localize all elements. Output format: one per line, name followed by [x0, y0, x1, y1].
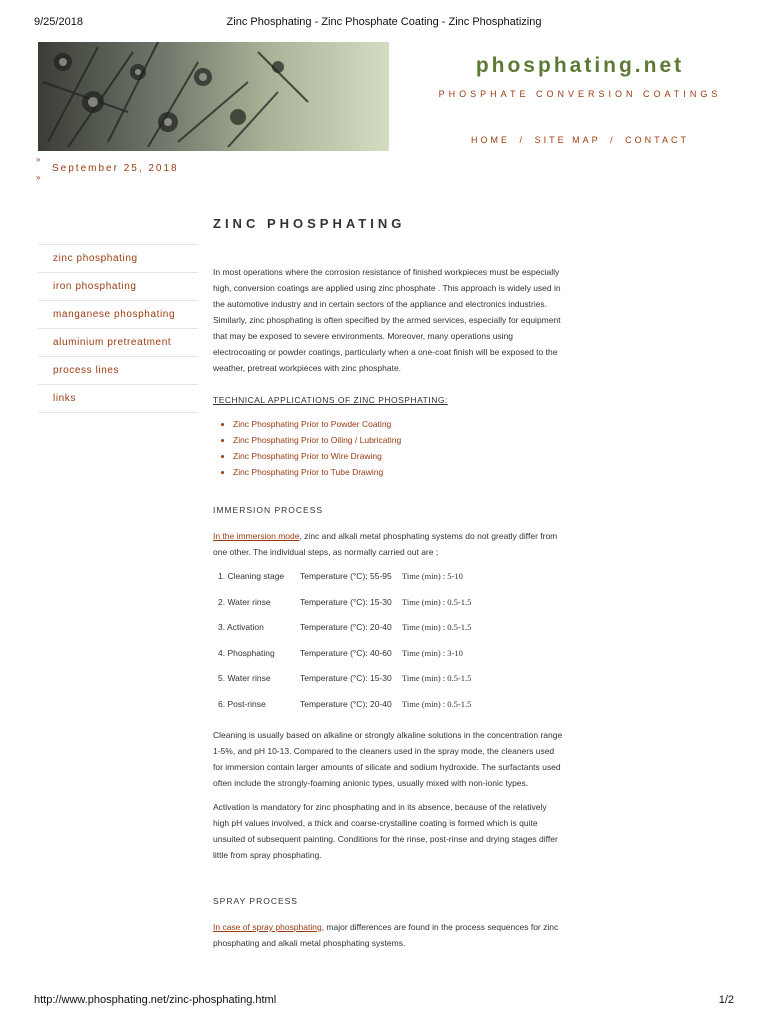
list-item	[213, 564, 563, 590]
step-label: 2. Water rinse	[218, 596, 271, 607]
spray-text: , major differences are found in the process sequences for zinc phosphating and alkali metal phosphating systems.	[213, 922, 559, 948]
list-item	[213, 615, 563, 641]
current-date: September 25, 2018	[52, 163, 179, 174]
application-link[interactable]: Zinc Phosphating Prior to Wire Drawing	[233, 451, 382, 461]
spray-heading: SPRAY PROCESS	[213, 896, 298, 906]
list-item[interactable]	[233, 464, 563, 480]
step-time: Time (min) : 5-10	[402, 571, 463, 581]
main-content	[213, 264, 563, 951]
immersion-text: , zinc and alkali metal phosphating systems do not greatly differ from one other. The individual steps, as normally carried out are ;	[213, 531, 558, 557]
spray-paragraph	[213, 919, 563, 951]
sidebar-item-aluminium-pretreatment[interactable]: aluminium pretreatment	[38, 328, 198, 356]
immersion-paragraph	[213, 528, 563, 560]
list-item[interactable]	[233, 432, 563, 448]
step-label: 6. Post-rinse	[218, 698, 266, 709]
step-label: 1. Cleaning stage	[218, 571, 285, 581]
intro-paragraph: In most operations where the corrosion resistance of finished workpieces must be especially high, conversion coatings are applied using zinc phosphate . This approach is widely used in the automotive industry and in certain sectors of the appliance and electronics industries. Similarly, zinc phosphating is often specified by the armed services, especially for equipment that may be exposed to severe environments. Moreover, many operations using electrocoating or powder coatings, particularly when a one-coat finish will be exposed to the weather, pretreat workpieces with zinc phosphate.	[213, 267, 561, 373]
immersion-heading: IMMERSION PROCESS	[213, 505, 324, 515]
activation-paragraph: Activation is mandatory for zinc phosphating and in its absence, because of the relatively high pH values involved, a thick and coarse-crystalline coating is formed which is quite unsuited of subsequent painting. Conditions for the rinse, post-rinse and drying stages differ little from spray phosphating.	[213, 802, 558, 860]
nav-separator: /	[610, 135, 616, 145]
step-temperature: Temperature (°C): 15-30	[300, 596, 392, 607]
step-temperature: Temperature (°C): 40-60	[300, 647, 392, 658]
list-item	[213, 666, 563, 692]
print-url: http://www.phosphating.net/zinc-phosphating.html	[34, 994, 277, 1006]
sidebar-item-zinc-phosphating[interactable]: zinc phosphating	[38, 244, 198, 272]
list-item	[213, 692, 563, 718]
step-time: Time (min) : 0.5-1.5	[402, 622, 472, 632]
site-title[interactable]: phosphating.net	[475, 54, 685, 77]
top-navigation	[390, 135, 768, 145]
step-temperature: Temperature (°C): 20-40	[300, 698, 392, 709]
print-page-title: Zinc Phosphating - Zinc Phosphate Coating - Zinc Phosphatizing	[226, 16, 542, 28]
nav-separator: /	[519, 135, 526, 145]
list-item[interactable]	[233, 448, 563, 464]
print-date: 9/25/2018	[34, 16, 83, 28]
print-page-number: 1/2	[718, 994, 734, 1006]
list-item[interactable]	[233, 416, 563, 432]
cleaning-paragraph: Cleaning is usually based on alkaline or strongly alkaline solutions in the concentration range 1-5%, and pH 10-13. Compared to the cleaners used in the spray mode, the cleaners used for immersion contain larger amounts of silicate and sodium hydroxide. The surfactants used often include the strongly-foaming anionic types, usually mixed with non-ionic types.	[213, 730, 563, 788]
step-time: Time (min) : 0.5-1.5	[402, 596, 472, 607]
spray-phosphating-link[interactable]: In case of spray phosphating	[213, 922, 322, 932]
sidebar-item-links[interactable]: links	[38, 384, 198, 413]
application-link[interactable]: Zinc Phosphating Prior to Powder Coating	[233, 419, 392, 429]
sidebar-item-process-lines[interactable]: process lines	[38, 356, 198, 384]
nav-site-map-link[interactable]: SITE MAP	[534, 135, 601, 145]
step-temperature: Temperature (°C): 15-30	[300, 673, 392, 683]
site-tagline: PHOSPHATE CONVERSION COATINGS	[438, 89, 722, 99]
banner-image	[38, 42, 389, 151]
application-link[interactable]: Zinc Phosphating Prior to Tube Drawing	[233, 467, 384, 477]
step-label: 5. Water rinse	[218, 673, 271, 683]
sidebar-item-iron-phosphating[interactable]: iron phosphating	[38, 272, 198, 300]
immersion-mode-link[interactable]: In the immersion mode	[213, 531, 300, 541]
step-time: Time (min) : 0.5-1.5	[402, 698, 472, 709]
application-link[interactable]: Zinc Phosphating Prior to Oiling / Lubricating	[233, 435, 402, 445]
applications-heading: TECHNICAL APPLICATIONS OF ZINC PHOSPHATING:	[213, 395, 448, 405]
raquo-icon: »	[36, 155, 41, 164]
applications-list	[213, 416, 563, 480]
step-temperature: Temperature (°C): 55-95	[300, 571, 392, 581]
list-item	[213, 641, 563, 667]
raquo-icon: »	[36, 173, 41, 182]
step-label: 3. Activation	[218, 622, 264, 632]
step-label: 4. Phosphating	[218, 647, 275, 658]
nav-home-link[interactable]: HOME	[471, 135, 511, 145]
sidebar-menu	[38, 244, 198, 413]
page-title: ZINC PHOSPHATING	[213, 216, 406, 231]
nav-contact-link[interactable]: CONTACT	[625, 135, 689, 145]
list-item	[213, 590, 563, 616]
process-steps-list	[213, 564, 563, 717]
step-time: Time (min) : 3-10	[402, 647, 463, 658]
step-time: Time (min) : 0.5-1.5	[402, 673, 472, 683]
step-temperature: Temperature (°C): 20-40	[300, 622, 392, 632]
sidebar-item-manganese-phosphating[interactable]: manganese phosphating	[38, 300, 198, 328]
